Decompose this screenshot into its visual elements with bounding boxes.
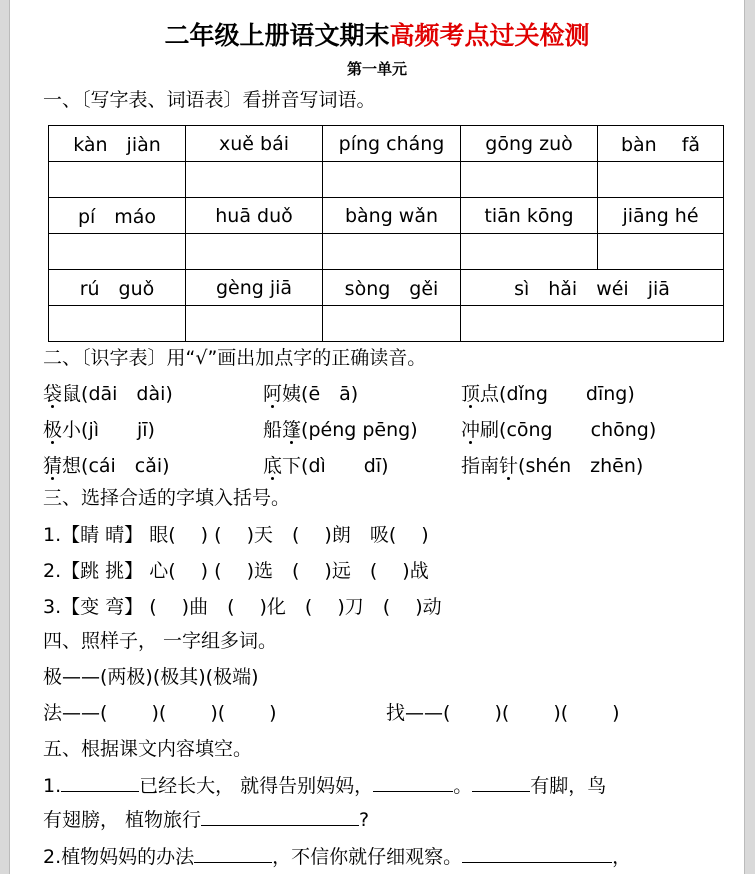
word-group-q2: 找——( )( )( ) <box>386 702 620 724</box>
answer-cell-wide[interactable] <box>461 306 724 342</box>
pinyin-cell: tiān kōng <box>461 198 598 234</box>
fill-blank[interactable] <box>472 773 530 792</box>
fill-blank[interactable] <box>194 844 272 863</box>
reading-item: 袋鼠(dāi dài) <box>43 383 173 405</box>
fill-blank[interactable] <box>373 773 453 792</box>
section2-heading: 二、〔识字表〕用“√”画出加点字的正确读音。 <box>43 347 427 369</box>
pinyin-cell: bàn fǎ <box>598 126 724 162</box>
pinyin-cell: pí máo <box>49 198 186 234</box>
choose-line: 1.【睛 晴】 眼( ) ( )天 ( )朗 吸( ) <box>43 524 429 546</box>
pinyin-cell: xuě bái <box>186 126 323 162</box>
fill-blank[interactable] <box>61 773 139 792</box>
choose-line: 3.【变 弯】 ( )曲 ( )化 ( )刀 ( )动 <box>43 596 442 618</box>
fill-line-3: 2.植物妈妈的办法 ，不信你就仔细观察。 ， <box>43 846 632 868</box>
choose-line: 2.【跳 挑】 心( ) ( )选 ( )远 ( )战 <box>43 560 429 582</box>
fill-line-2: 有翅膀， 植物旅行 ? <box>43 809 370 831</box>
answer-cell[interactable] <box>598 162 724 198</box>
section1-heading: 一、〔写字表、词语表〕看拼音写词语。 <box>43 89 376 111</box>
reading-item: 极小(jì jī) <box>43 419 155 441</box>
fill-line-1: 1. 已经长大， 就得告别妈妈， 。 有脚，鸟 <box>43 775 607 797</box>
fill-blank[interactable] <box>462 844 612 863</box>
reading-item: 底下(dì dī) <box>263 455 389 477</box>
answer-cell[interactable] <box>598 234 724 270</box>
pinyin-cell: rú guǒ <box>49 270 186 306</box>
section3-heading: 三、选择合适的字填入括号。 <box>43 487 291 509</box>
answer-row <box>49 162 724 198</box>
answer-cell[interactable] <box>186 234 323 270</box>
answer-cell[interactable] <box>323 162 461 198</box>
pinyin-cell: bàng wǎn <box>323 198 461 234</box>
pinyin-cell: jiāng hé <box>598 198 724 234</box>
section5-heading: 五、根据课文内容填空。 <box>43 738 253 760</box>
pinyin-row <box>49 198 724 234</box>
answer-cell[interactable] <box>49 162 186 198</box>
reading-item: 顶点(dǐng dīng) <box>461 383 635 405</box>
title-black: 二年级上册语文期末 <box>164 21 390 50</box>
reading-item: 猜想(cái cǎi) <box>43 455 170 477</box>
pinyin-row <box>49 126 724 162</box>
title-red: 高频考点过关检测 <box>389 21 590 50</box>
worksheet-page <box>9 0 745 874</box>
answer-row <box>49 306 724 342</box>
pinyin-cell: huā duǒ <box>186 198 323 234</box>
answer-cell[interactable] <box>461 162 598 198</box>
reading-item: 指南针(shén zhēn) <box>461 455 644 477</box>
word-group-q1: 法——( )( )( ) <box>43 702 277 724</box>
page-title <box>10 20 744 52</box>
answer-cell[interactable] <box>49 306 186 342</box>
answer-cell[interactable] <box>186 162 323 198</box>
pinyin-cell-wide: sì hǎi wéi jiā <box>461 270 724 306</box>
answer-cell[interactable] <box>461 234 598 270</box>
pinyin-cell: píng cháng <box>323 126 461 162</box>
answer-row <box>49 234 724 270</box>
reading-item: 冲刷(cōng chōng) <box>461 419 657 441</box>
example-line: 极——(两极)(极其)(极端) <box>43 666 259 688</box>
answer-cell[interactable] <box>323 234 461 270</box>
unit-subtitle: 第一单元 <box>346 60 407 78</box>
pinyin-cell: kàn jiàn <box>49 126 186 162</box>
pinyin-table <box>48 125 724 342</box>
answer-cell[interactable] <box>49 234 186 270</box>
pinyin-cell: gōng zuò <box>461 126 598 162</box>
section4-heading: 四、照样子， 一字组多词。 <box>43 630 278 652</box>
reading-item: 船篷(péng pēng) <box>263 419 418 441</box>
pinyin-row <box>49 270 724 306</box>
answer-cell[interactable] <box>186 306 323 342</box>
fill-blank[interactable] <box>201 807 359 826</box>
pinyin-cell: gèng jiā <box>186 270 323 306</box>
answer-cell[interactable] <box>323 306 461 342</box>
pinyin-cell: sòng gěi <box>323 270 461 306</box>
reading-item: 阿姨(ē ā) <box>263 383 359 405</box>
